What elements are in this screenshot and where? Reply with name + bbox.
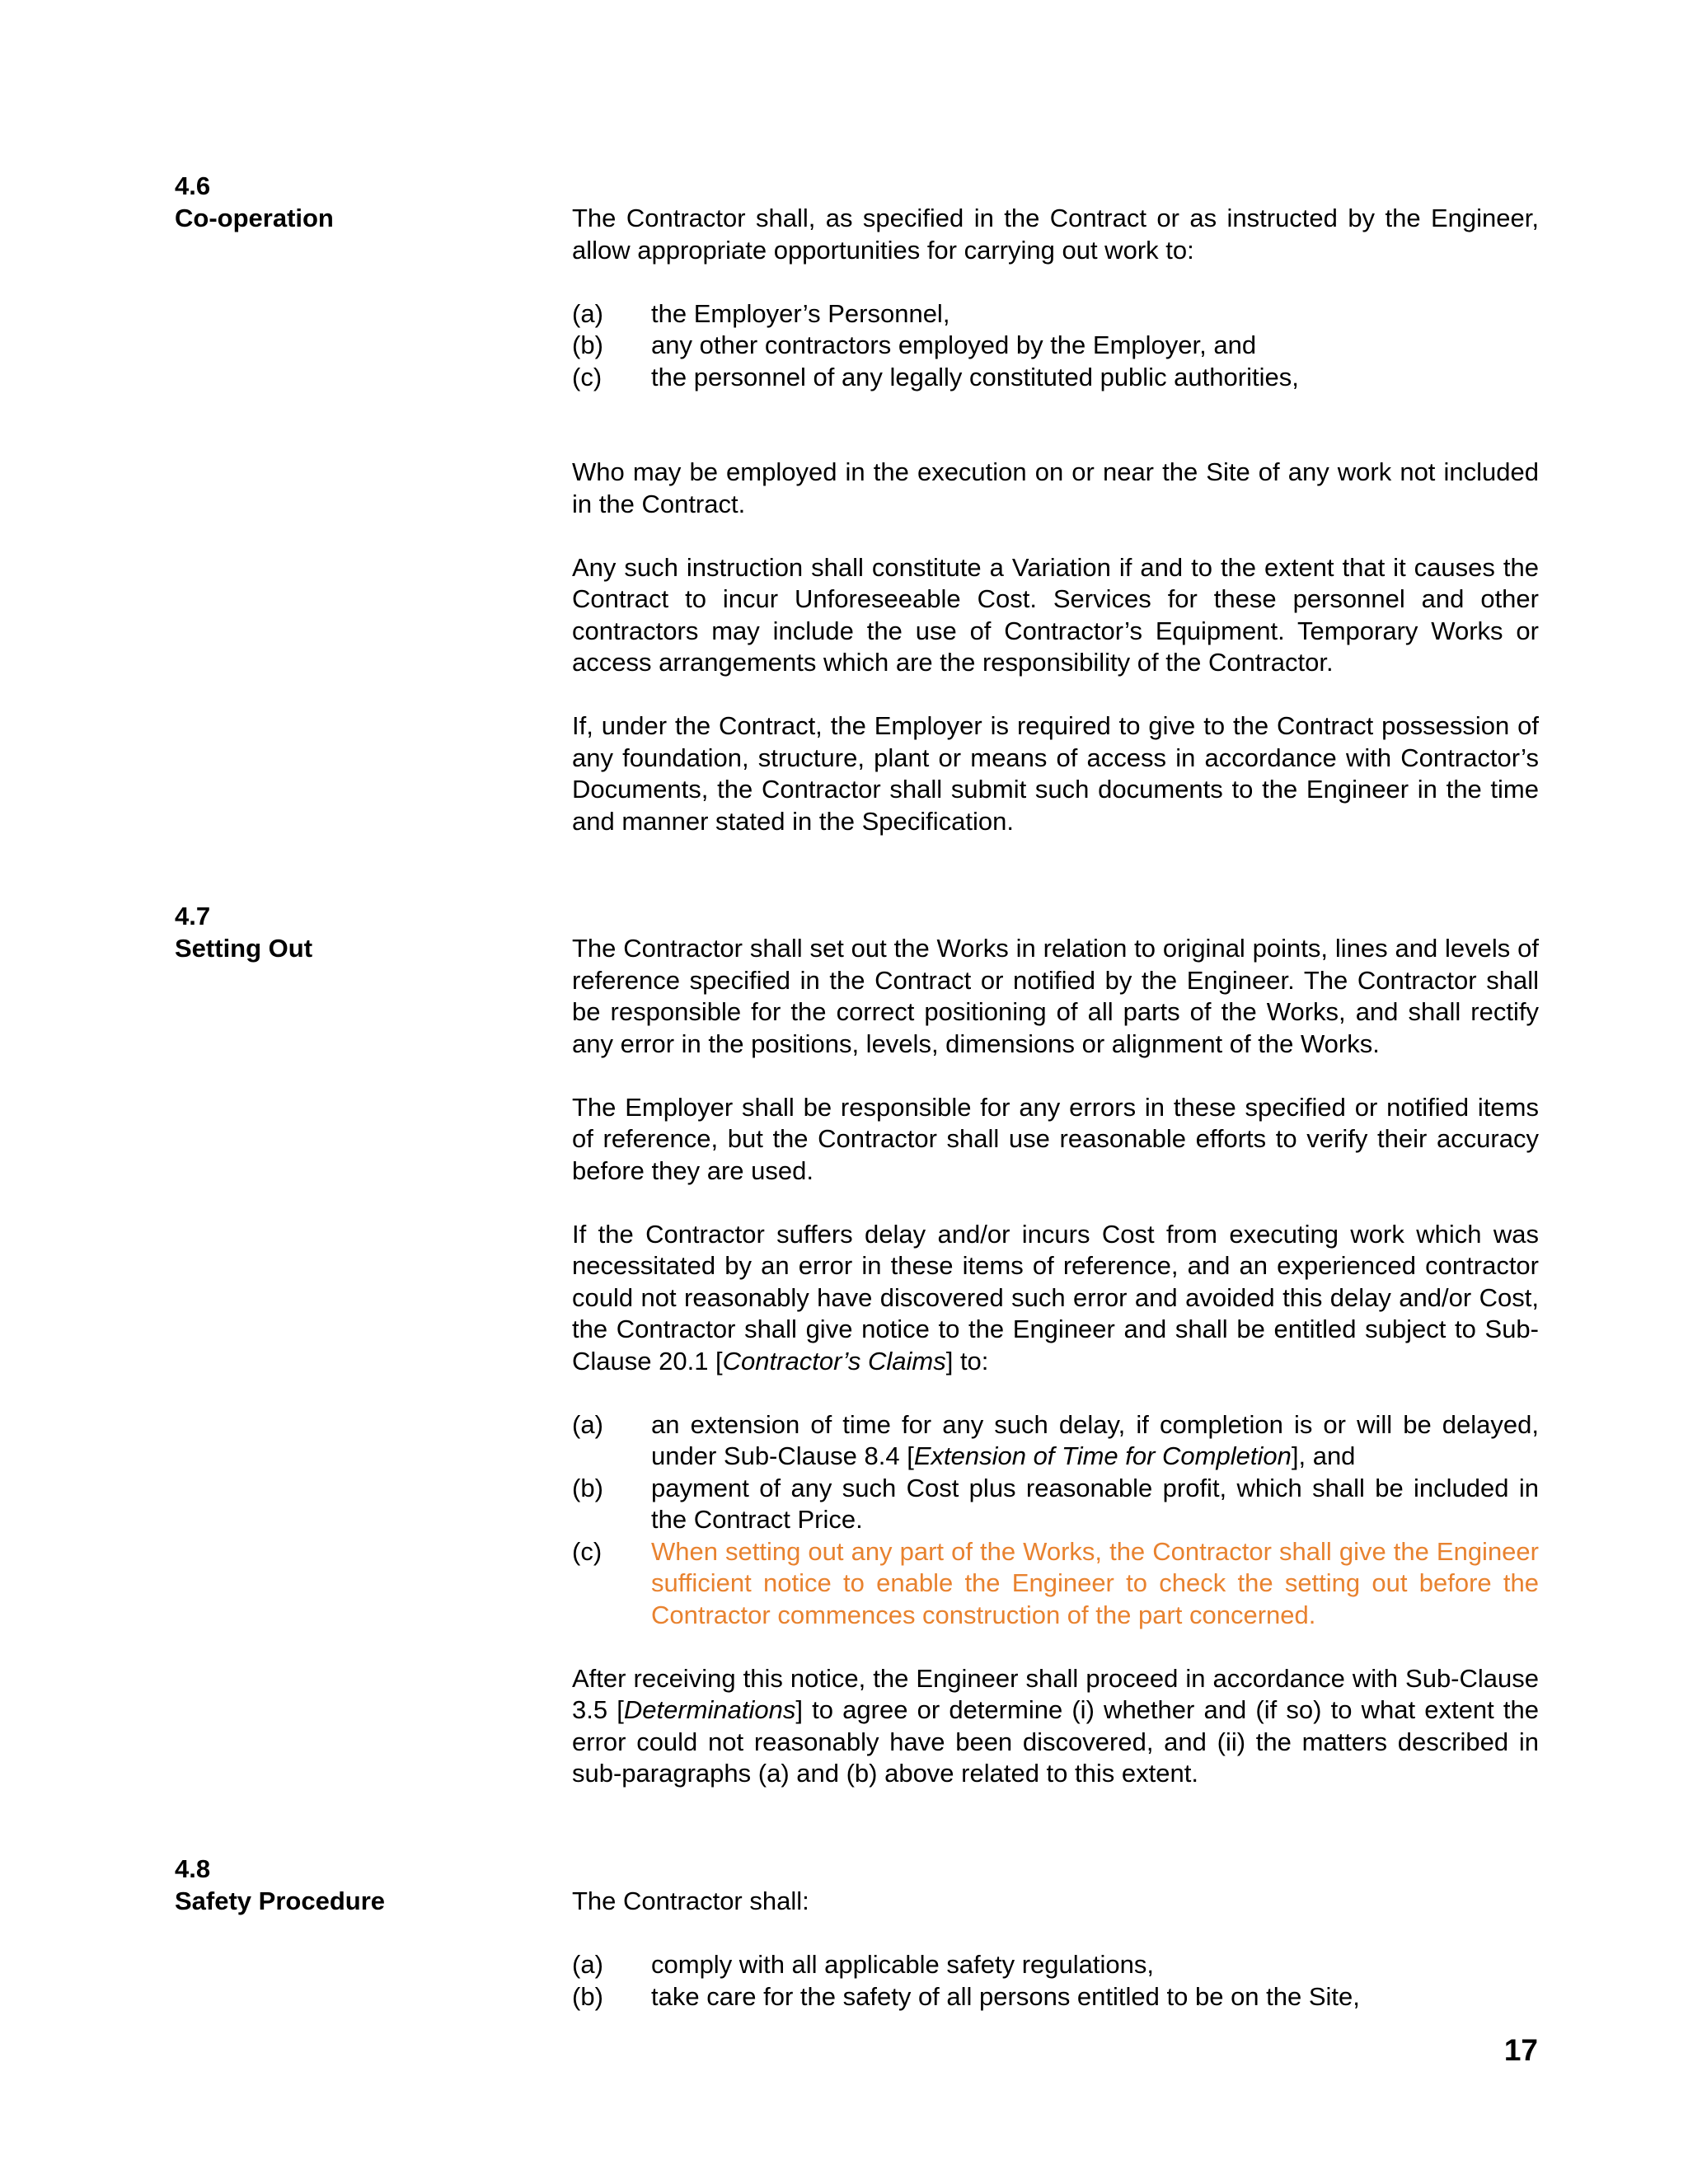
paragraph: The Contractor shall set out the Works in relation to original points, lines and levels of reference specified in the Contract or notified by the Engineer. The Contractor shall be responsible for the correct positioning of all parts of the Works, and shall rectify any error in the positions, levels, dimensions or alignment of the Works. (572, 934, 1539, 1058)
paragraph: The Employer shall be responsible for any errors in these specified or notified items of reference, but the Contractor shall use reasonable efforts to verify their accuracy before they are used. (572, 1092, 1539, 1185)
paragraph: If, under the Contract, the Employer is required to give to the Contract possession of any foundation, structure, plant or means of access in accordance with Contractor’s Documents, the Contractor shall submit such documents to the Engineer in the time and manner stated in the Specification. (572, 711, 1539, 836)
clause-reference: Extension of Time for Completion (913, 1441, 1292, 1470)
list-label: (b) (572, 1473, 603, 1502)
paragraph: Who may be employed in the execution on or near the Site of any work not included in the Contract. (572, 457, 1539, 518)
section-title: Co-operation (175, 203, 334, 232)
list-item (572, 1949, 1539, 1981)
list-text: the Employer’s Personnel, (651, 298, 950, 328)
list-label: (a) (572, 1409, 603, 1439)
paragraph: The Contractor shall: (572, 1886, 809, 1915)
list-item-highlighted (572, 1536, 1539, 1632)
highlighted-text: When setting out any part of the Works, the Contractor shall give the Engineer sufficient notice to enable the Engineer to check the setting out before the Contractor commences construction of the part concerned. (651, 1536, 1539, 1629)
list-item (572, 330, 1539, 362)
list-item (572, 1473, 1539, 1536)
section-number: 4.8 (175, 1854, 211, 1883)
list-text: any other contractors employed by the Employer, and (651, 330, 1257, 359)
section-body-4-8 (572, 1886, 1539, 2013)
list-label: (a) (572, 1950, 603, 1979)
list-text: payment of any such Cost plus reasonable profit, which shall be included in the Contract Price. (651, 1473, 1539, 1534)
paragraph: After receiving this notice, the Engineer shall proceed in accordance with Sub-Clause 3.5 [Determinations] to agree or determine (i) whether and (if so) to what extent the error could not reasonably have been discovered, and (ii) the matters described in sub-paragraphs (a) and (b) above related to this extent. (572, 1663, 1539, 1788)
section-number: 4.6 (175, 171, 211, 200)
section-heading-4-6 (175, 171, 554, 234)
list-label: (b) (572, 330, 603, 359)
list-item (572, 362, 1539, 394)
section-title: Safety Procedure (175, 1886, 385, 1915)
list-text: comply with all applicable safety regulations, (651, 1950, 1154, 1979)
section-number: 4.7 (175, 902, 211, 930)
page-number: 17 (1503, 2033, 1538, 2067)
list-item: (a) an extension of time for any such delay, if completion is or will be delayed, under Sub-Clause 8.4 [Extension of Time for Completion], and (572, 1409, 1539, 1470)
list-text: the personnel of any legally constituted public authorities, (651, 362, 1299, 391)
clause-reference: Contractor’s Claims (722, 1346, 946, 1376)
list-label: (c) (572, 1536, 603, 1566)
list-label: (a) (572, 298, 603, 328)
list-label: (b) (572, 1981, 603, 2011)
paragraph: Any such instruction shall constitute a Variation if and to the extent that it causes the Contract to incur Unforeseeable Cost. Services for these personnel and other contractors may include the use of Contractor’s Equipment. Temporary Works or access arrangements which are the responsibility of the Contractor. (572, 552, 1539, 677)
list-text: take care for the safety of all persons entitled to be on the Site, (651, 1981, 1360, 2011)
section-heading-4-8 (175, 1854, 554, 1917)
list-item (572, 298, 1539, 330)
paragraph: The Contractor shall, as specified in the Contract or as instructed by the Engineer, allow appropriate opportunities for carrying out work to: (572, 204, 1539, 265)
section-body-4-7 (572, 933, 1539, 1790)
clause-reference: Determinations (623, 1695, 796, 1724)
section-heading-4-7 (175, 901, 554, 964)
section-body-4-6 (572, 203, 1539, 837)
section-title: Setting Out (175, 933, 313, 963)
paragraph: If the Contractor suffers delay and/or incurs Cost from executing work which was necessitated by an error in these items of reference, and an experienced contractor could not reasonably have discovered such error and avoided this delay and/or Cost, the Contractor shall give notice to the Engineer and shall be entitled subject to Sub-Clause 20.1 [Contractor’s Claims] to: (572, 1219, 1539, 1376)
list-item (572, 1981, 1539, 2013)
list-label: (c) (572, 362, 603, 391)
